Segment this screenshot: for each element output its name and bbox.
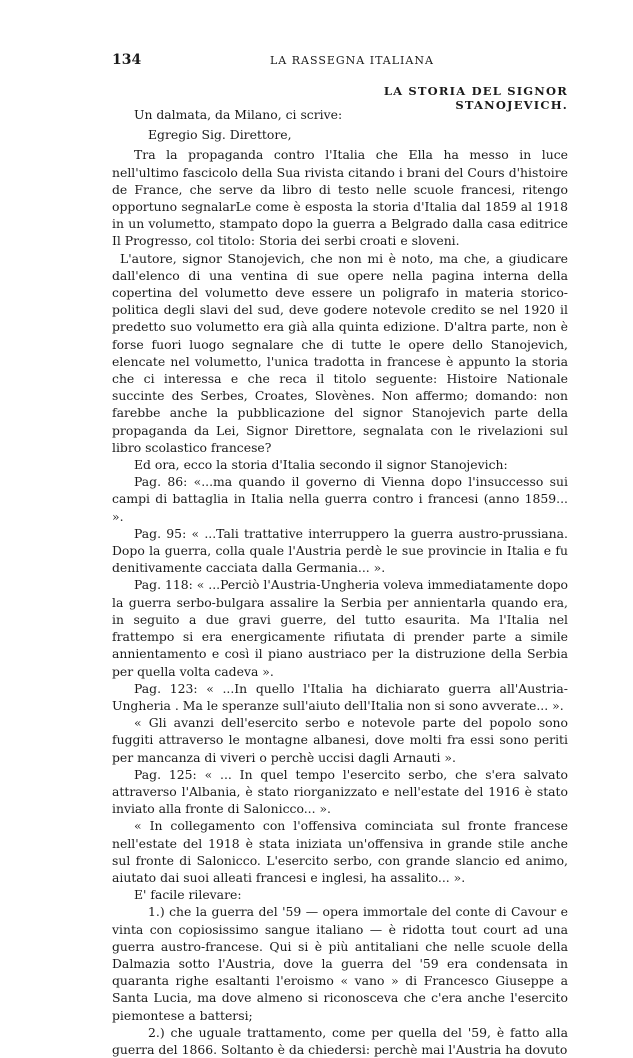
list-item: 1.) che la guerra del '59 — opera immortale del conte di Cavour e vinta con copiosissimo sangue italiano — è ridotta tout court ad una guerra austro-francese. Qui si è più antitaliani che nelle scuole della Dalmazia sotto l'Austria, dove la guerra del '59 era condensata in quaranta righe esaltanti l'eroismo « vano » di Francesco Giuseppe a Santa Lucia, ma dove almeno si riconosceva che c'era anche l'esercito piemontese a battersi; — [112, 904, 568, 1023]
paragraph: Ed ora, ecco la storia d'Italia secondo il signor Stanojevich: — [134, 457, 508, 473]
quote-paragraph: Pag. 125: « ... In quel tempo l'esercito serbo, che s'era salvato attraverso l'Albania, è stato riorganizzato e nell'estate del 1916 è stato inviato alla fronte di Salonicco... ». — [112, 766, 568, 817]
quote-paragraph: Pag. 95: « ...Tali trattative interruppero la guerra austro-prussiana. Dopo la guerra, colla quale l'Austria perdè le sue provincie in Italia e fu denitivamente cacciata dalla Germania... ». — [112, 525, 568, 576]
list-item: 2.) che uguale trattamento, come per quella del '59, è fatto alla guerra del 1866. Soltanto è da chiedersi: perchè mai l'Austria ha dovuto — [112, 1024, 568, 1057]
article-title: LA STORIA DEL SIGNOR STANOJEVICH. — [383, 84, 568, 112]
intro-line: Un dalmata, da Milano, ci scrive: — [134, 107, 343, 122]
paragraph: Tra la propaganda contro l'Italia che Ella ha messo in luce nell'ultimo fascicolo della Sua rivista citando i brani del Cours d'histoire de France, che serve da libro di testo nelle scuole francesi, ritengo opportuno segnalarLe come è esposta la storia d'Italia dal 1859 al 1918 in un volumetto, stampato dopo la guerra a Belgrado dalla casa editrice Il Progresso, col titolo: Storia dei serbi croati e sloveni. — [112, 147, 568, 249]
page-number: 134 — [112, 52, 142, 68]
page-header — [112, 52, 562, 70]
paragraph: E' facile rilevare: — [134, 887, 242, 903]
paragraph: L'autore, signor Stanojevich, che non mi è noto, ma che, a giudicare dall'elenco di una ventina di sue opere nella pagina interna della copertina del volumetto deve essere un poligrafo in materia storico-politica degli slavi del sud, deve godere notevole credito se nel 1920 il predetto suo volumetto era già alla quinta edizione. D'altra parte, non è forse fuori luogo segnalare che di tutte le opere dello Stanojevich, elencate nel volumetto, l'unica tradotta in francese è appunto la storia che ci interessa e che reca il titolo seguente: Histoire Nationale succinte des Serbes, Croates, Slovènes. Non affermo; domando: non farebbe anche la pubblicazione del signor Stanojevich parte della propaganda da Lei, Signor Direttore, segnalata con le rivelazioni sul libro scolastico francese? — [112, 250, 568, 455]
quote-paragraph: « Gli avanzi dell'esercito serbo e notevole parte del popolo sono fuggiti attraverso le montagne albanesi, dove molti fra essi sono periti per mancanza di viveri o perchè uccisi dagli Arnauti ». — [112, 715, 568, 765]
running-head: LA RASSEGNA ITALIANA — [270, 54, 434, 67]
quote-paragraph: Pag. 123: « ...In quello l'Italia ha dichiarato guerra all'Austria-Ungheria . Ma le speranze sull'aiuto dell'Italia non si sono avverate... ». — [112, 680, 568, 713]
salutation: Egregio Sig. Direttore, — [148, 127, 292, 143]
article-body — [112, 106, 568, 1058]
quote-paragraph: Pag. 86: «...ma quando il governo di Vienna dopo l'insuccesso sui campi di battaglia in Italia nella guerra contro i francesi (anno 1859... ». — [112, 474, 568, 524]
quote-paragraph: Pag. 118: « ...Perciò l'Austria-Ungheria voleva immediatamente dopo la guerra serbo-bulgara assalire la Serbia per annientarla quando era, in seguito a due gravi guerre, del tutto esaurita. Ma l'Italia nel frattempo si era energicamente rifiutata di prender parte a simile annientamento e così il piano austriaco per la distruzione della Serbia per quella volta cadeva ». — [112, 577, 569, 679]
quote-paragraph: « In collegamento con l'offensiva cominciata sul fronte francese nell'estate del 1918 è stata iniziata un'offensiva in grande stile anche sul fronte di Salonicco. L'esercito serbo, con grande slancio ed animo, aiutato dai suoi alleati francesi e inglesi, ha assalito... ». — [112, 818, 568, 885]
